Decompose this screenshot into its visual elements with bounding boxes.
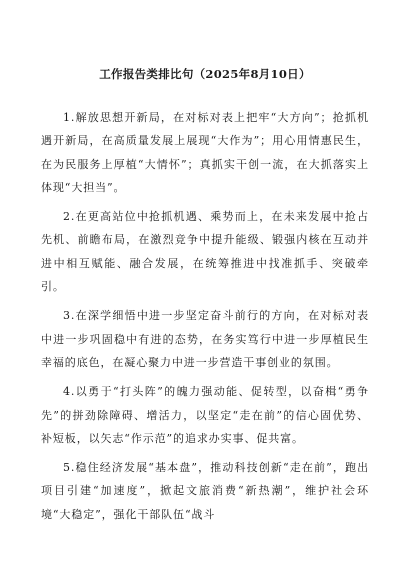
- paragraph-2: 2.在更高站位中抢抓机遇、乘势而上，在未来发展中抢占先机、前瞻布局，在激烈竞争中提升能级、锻强内核在互动并进中相互赋能、融合发展，在统筹推进中找准抓手、突破牵引。: [41, 210, 369, 294]
- paragraph-3: 3.在深学细悟中进一步坚定奋斗前行的方向，在对标对表中进一步巩固稳中有进的态势，在务实笃行中进一步厚植民生幸福的底色，在凝心聚力中进一步营造干事创业的氛围。: [41, 309, 369, 369]
- paragraph-1: 1.解放思想开新局，在对标对表上把牢“大方向”；抢抓机遇开新局，在高质量发展上展现“大作为”；用心用情惠民生，在为民服务上厚植“大情怀”；真抓实干创一流，在大抓落实上体现“大担当”。: [41, 111, 369, 194]
- paragraph-4: 4.以勇于“打头阵”的魄力强动能、促转型，以奋楫“勇争先”的拼劲除障碍、增活力，以坚定“走在前”的信心固优势、补短板，以矢志“作示范”的追求办实事、促共富。: [41, 385, 369, 445]
- paragraph-5: 5.稳住经济发展“基本盘”，推动科技创新“走在前”，跑出项目引建“加速度”，掀起文旅消费“新热潮”，维护社会环境“大稳定”，强化干部队伍“战斗: [41, 461, 369, 521]
- document-title: 工作报告类排比句（2025年8月10日）: [99, 67, 311, 81]
